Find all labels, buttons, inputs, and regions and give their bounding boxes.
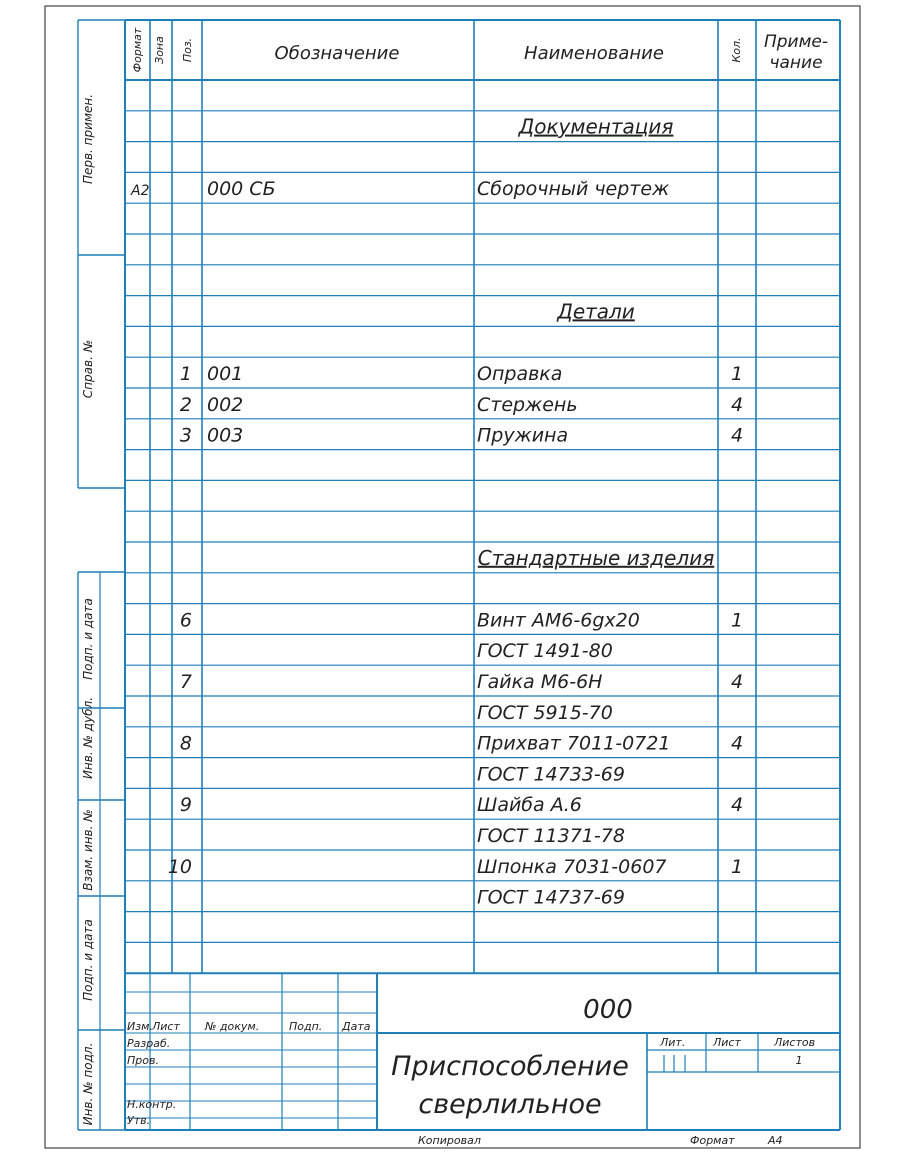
section-heading: Детали	[557, 299, 635, 324]
header-pos: Поз.	[181, 37, 194, 63]
sheet-label: Лист	[713, 1036, 741, 1049]
cell-designation: 000 СБ	[207, 178, 276, 201]
header-format: Формат	[131, 27, 144, 73]
header-zone: Зона	[153, 36, 166, 64]
side-label-first-use: Перв. примен.	[81, 93, 95, 185]
cell-quantity: 4	[730, 671, 744, 693]
cell-name: Гайка М6-6Н	[477, 671, 603, 693]
cell-quantity: 4	[730, 424, 744, 447]
cell-name: Оправка	[477, 363, 563, 385]
cell-quantity: 4	[730, 393, 744, 416]
cell-name: ГОСТ 14737-69	[477, 886, 625, 909]
cell-designation: 002	[207, 393, 244, 416]
cell-position: 6	[179, 609, 192, 632]
cell-position: 8	[179, 732, 192, 755]
cell-designation: 003	[207, 424, 244, 447]
role-checker: Пров.	[127, 1054, 159, 1067]
table-row	[130, 178, 669, 200]
table-row	[477, 887, 625, 909]
header-note-line2: чание	[769, 53, 823, 73]
cell-quantity: 4	[730, 794, 744, 817]
col-doc-no: № докум.	[205, 1020, 260, 1033]
role-developer: Разраб.	[127, 1037, 171, 1050]
col-izm: Изм.	[127, 1020, 153, 1033]
cell-name: Шпонка 7031-0607	[477, 855, 667, 878]
cell-position: 3	[179, 424, 192, 447]
role-normcontrol: Н.контр.	[127, 1098, 177, 1111]
sheets-label: Листов	[774, 1036, 816, 1049]
cell-name: Стержень	[477, 393, 578, 416]
table-row	[180, 794, 743, 816]
title-line2: сверлильное	[418, 1089, 602, 1120]
table-row	[556, 299, 635, 323]
cell-position: 2	[179, 393, 192, 416]
cell-name: Пружина	[477, 424, 569, 447]
col-sign: Подп.	[289, 1020, 323, 1033]
cell-quantity: 1	[730, 855, 744, 878]
table-row	[477, 763, 625, 785]
cell-designation: 001	[207, 363, 244, 385]
table-row	[180, 671, 743, 693]
cell-name: Винт АМ6-6gх20	[477, 609, 640, 632]
cell-name: ГОСТ 1491-80	[477, 640, 613, 663]
table-row	[477, 640, 613, 662]
table-header	[131, 27, 828, 73]
cell-name: Сборочный чертеж	[477, 178, 670, 201]
side-strip	[81, 94, 95, 1125]
cell-quantity: 1	[730, 363, 744, 385]
cell-position: 1	[179, 363, 192, 385]
table-row	[180, 363, 743, 385]
side-label-sign-date: Подп. и дата	[81, 598, 95, 680]
side-label-duplicate-inv: Инв. № дубл.	[81, 696, 95, 780]
table-grid	[78, 20, 840, 1130]
side-label-original-inv: Инв. № подл.	[81, 1042, 95, 1126]
role-approved: Утв.	[127, 1114, 151, 1127]
sheets-value: 1	[795, 1054, 803, 1067]
table-row	[478, 546, 714, 570]
cell-name: Прихват 7011-0721	[477, 732, 671, 755]
copied-label: Копировал	[418, 1134, 481, 1147]
cell-quantity: 1	[730, 609, 744, 632]
cell-name: ГОСТ 14733-69	[477, 763, 625, 786]
side-label-reference-no: Справ. №	[81, 339, 95, 399]
header-qty: Кол.	[730, 37, 743, 63]
header-name: Наименование	[524, 43, 664, 64]
format-value: А4	[768, 1134, 783, 1147]
table-row	[180, 733, 743, 755]
side-label-sign-date-2: Подп. и дата	[81, 919, 95, 1001]
lit-label: Лит.	[660, 1036, 686, 1049]
table-row	[477, 702, 613, 724]
title-block	[127, 995, 815, 1127]
outer-frame	[45, 6, 860, 1148]
table-row	[180, 394, 743, 416]
cell-position: 9	[179, 794, 192, 817]
cell-format: А2	[131, 183, 150, 200]
cell-name: ГОСТ 5915-70	[477, 701, 613, 724]
footer	[418, 1134, 783, 1147]
section-heading: Стандартные изделия	[477, 545, 715, 570]
table-row	[180, 425, 743, 447]
side-label-replace-inv: Взам. инв. №	[81, 809, 95, 891]
col-date: Дата	[342, 1020, 371, 1033]
format-label: Формат	[690, 1134, 735, 1147]
cell-position: 7	[179, 671, 192, 693]
table-row	[168, 856, 743, 878]
cell-quantity: 4	[730, 732, 744, 755]
table-row	[518, 115, 674, 139]
section-heading: Документация	[518, 114, 674, 139]
cell-name: Шайба А.6	[477, 794, 582, 817]
doc-code: 000	[583, 995, 633, 1025]
header-designation: Обозначение	[274, 43, 400, 64]
table-row	[180, 609, 743, 631]
table-row	[477, 825, 625, 847]
cell-name: ГОСТ 11371-78	[477, 825, 625, 847]
title-line1: Приспособление	[391, 1051, 629, 1082]
cell-position: 10	[167, 855, 192, 878]
col-list: Лист	[152, 1020, 180, 1033]
header-note-line1: Приме-	[763, 32, 829, 52]
